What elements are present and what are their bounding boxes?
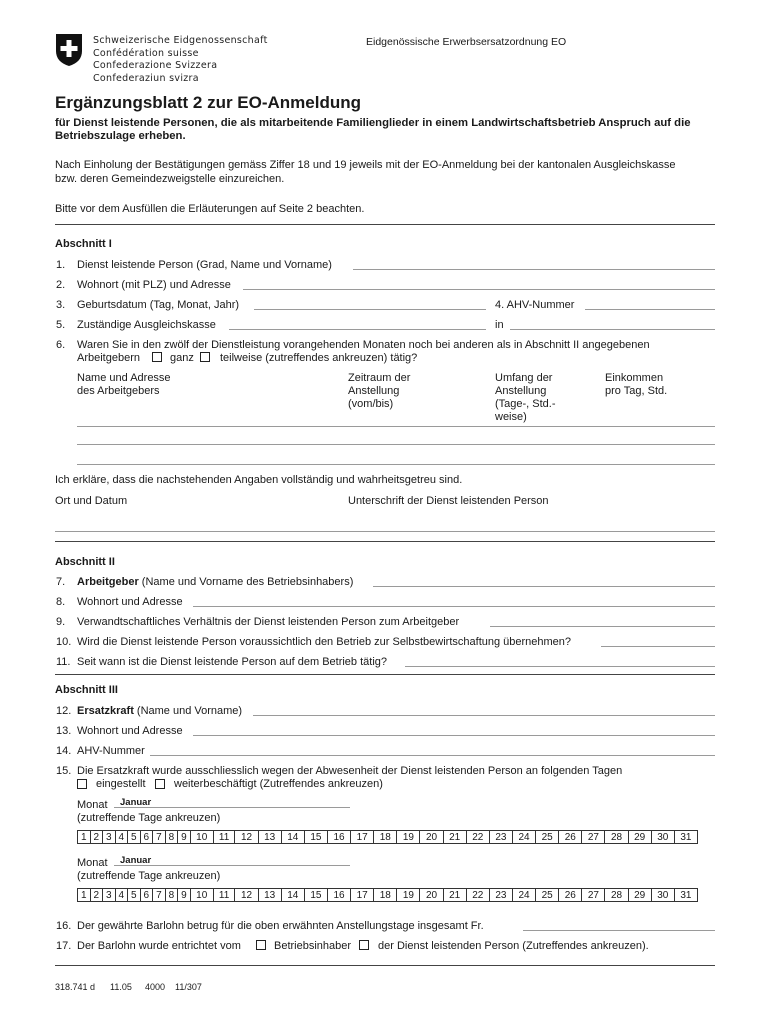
- days-grid[interactable]: [77, 830, 698, 844]
- item-number: 11.: [56, 656, 71, 668]
- item-number: 2.: [56, 279, 66, 291]
- label-in: in: [495, 319, 504, 331]
- item-number: 14.: [56, 745, 72, 757]
- checkbox-dienst-person[interactable]: [359, 940, 369, 950]
- day-cell[interactable]: 27: [582, 831, 605, 844]
- day-cell[interactable]: 11: [213, 889, 235, 902]
- column-text: Name und Adresse: [77, 372, 171, 384]
- label-employer-address: Wohnort und Adresse: [77, 596, 183, 608]
- day-cell[interactable]: 20: [420, 889, 443, 902]
- checkbox-betriebsinhaber[interactable]: [256, 940, 266, 950]
- label-employer-rest: (Name und Vorname des Betriebsinhabers): [138, 576, 354, 588]
- field-office-location[interactable]: [510, 329, 715, 330]
- day-cell[interactable]: 16: [327, 831, 350, 844]
- item-number: 9.: [56, 616, 66, 628]
- day-cell[interactable]: 30: [651, 889, 674, 902]
- day-cell[interactable]: 5: [128, 889, 141, 902]
- field-takeover[interactable]: [601, 646, 715, 647]
- day-cell[interactable]: 1: [78, 831, 91, 844]
- field-employer-address[interactable]: [193, 606, 715, 607]
- day-cell[interactable]: 11: [213, 831, 235, 844]
- day-cell[interactable]: 21: [443, 831, 466, 844]
- day-cell[interactable]: 9: [178, 889, 191, 902]
- day-cell[interactable]: 1: [78, 889, 91, 902]
- day-cell[interactable]: 28: [605, 889, 628, 902]
- day-cell[interactable]: 15: [304, 889, 327, 902]
- label-eingestellt: eingestellt: [96, 778, 146, 790]
- day-cell[interactable]: 13: [258, 889, 281, 902]
- label-place-date: Ort und Datum: [55, 495, 128, 507]
- confed-line-de: Schweizerische Eidgenossenschaft: [93, 35, 268, 46]
- day-cell[interactable]: 19: [397, 831, 420, 844]
- column-text: Einkommen: [605, 372, 664, 384]
- column-income: [605, 372, 667, 398]
- days-grid[interactable]: [77, 888, 698, 902]
- notice-text: Bitte vor dem Ausfüllen die Erläuterungen auf Seite 2 beachten.: [55, 203, 365, 215]
- employer-row-line[interactable]: [77, 464, 715, 465]
- label-relationship: Verwandtschaftliches Verhältnis der Dienst leistenden Person zum Arbeitgeber: [77, 616, 460, 628]
- label-month: Monat: [77, 857, 108, 869]
- column-text: Zeitraum der: [348, 372, 411, 384]
- day-cell[interactable]: 7: [153, 889, 166, 902]
- day-cell[interactable]: 10: [190, 889, 213, 902]
- form-reference: 11/307: [175, 982, 202, 992]
- label-employer: [77, 576, 353, 588]
- label-month: Monat: [77, 799, 108, 811]
- label-teilweise: teilweise (zutreffendes ankreuzen) tätig?: [220, 352, 418, 364]
- day-cell[interactable]: 25: [536, 831, 559, 844]
- day-cell[interactable]: 27: [582, 889, 605, 902]
- day-cell[interactable]: 20: [420, 831, 443, 844]
- column-text: (Tage-, Std.-: [495, 398, 556, 410]
- label-birthdate: Geburtsdatum (Tag, Monat, Jahr): [77, 299, 240, 311]
- day-cell[interactable]: 22: [466, 831, 489, 844]
- divider: [55, 224, 715, 225]
- label-weiterbeschaeftigt: weiterbeschäftigt (Zutreffendes ankreuzen): [174, 778, 383, 790]
- days-hint: (zutreffende Tage ankreuzen): [77, 812, 221, 824]
- day-cell[interactable]: 3: [103, 831, 116, 844]
- day-cell[interactable]: 8: [165, 889, 178, 902]
- section-heading-1: Abschnitt I: [55, 238, 112, 250]
- label-replacement-ahv: AHV-Nummer: [77, 745, 145, 757]
- label-other-employers: Waren Sie in den zwölf der Dienstleistung vorangehenden Monaten noch bei anderen als in Abschnitt II angegebenen: [77, 339, 650, 351]
- label-person-address: Wohnort (mit PLZ) und Adresse: [77, 279, 231, 291]
- day-cell[interactable]: 2: [90, 831, 103, 844]
- day-cell[interactable]: 31: [674, 831, 697, 844]
- day-cell[interactable]: 5: [128, 831, 141, 844]
- day-cell[interactable]: 14: [281, 831, 304, 844]
- field-month[interactable]: [114, 865, 350, 866]
- day-cell[interactable]: 26: [559, 831, 582, 844]
- label-employers: Arbeitgebern: [77, 352, 140, 364]
- checkbox-weiterbeschaeftigt[interactable]: [155, 779, 165, 789]
- column-text: weise): [495, 411, 527, 423]
- label-compensation-office: Zuständige Ausgleichskasse: [77, 319, 216, 331]
- checkbox-eingestellt[interactable]: [77, 779, 87, 789]
- item-number: 16.: [56, 920, 72, 932]
- day-cell[interactable]: 30: [651, 831, 674, 844]
- day-cell[interactable]: 26: [559, 889, 582, 902]
- field-cash-wage[interactable]: [523, 930, 715, 931]
- label-ganz: ganz: [170, 352, 194, 364]
- day-cell[interactable]: 16: [327, 889, 350, 902]
- label-person-name: Dienst leistende Person (Grad, Name und Vorname): [77, 259, 332, 271]
- month-value[interactable]: Januar: [120, 855, 152, 866]
- label-dienst-person: der Dienst leistenden Person (Zutreffendes ankreuzen).: [378, 940, 649, 952]
- confed-line-rm: Confederaziun svizra: [93, 72, 199, 84]
- day-cell[interactable]: 21: [443, 889, 466, 902]
- day-cell[interactable]: 19: [397, 889, 420, 902]
- column-text: Umfang der: [495, 372, 553, 384]
- item-number: 13.: [56, 725, 72, 737]
- label-replacement: [77, 705, 242, 717]
- swiss-coat-of-arms: [55, 33, 83, 67]
- label-employer-bold: Arbeitgeber: [77, 576, 139, 588]
- field-ahv-number[interactable]: [585, 309, 715, 310]
- label-cash-wage: Der gewährte Barlohn betrug für die oben erwähnten Anstellungstage insgesamt Fr.: [77, 920, 484, 932]
- day-cell[interactable]: 4: [115, 831, 128, 844]
- page-title: Ergänzungsblatt 2 zur EO-Anmeldung: [55, 93, 362, 112]
- label-replacement-rest: (Name und Vorname): [133, 705, 243, 717]
- label-since-when: Seit wann ist die Dienst leistende Person auf dem Betrieb tätig?: [77, 656, 388, 668]
- day-cell[interactable]: 9: [178, 831, 191, 844]
- field-month[interactable]: [114, 807, 350, 808]
- label-ahv-number: 4. AHV-Nummer: [495, 299, 575, 311]
- day-cell[interactable]: 17: [351, 889, 374, 902]
- day-cell[interactable]: 15: [304, 831, 327, 844]
- item-number: 12.: [56, 705, 72, 717]
- form-code: 318.741 d: [55, 982, 96, 992]
- item-number: 3.: [56, 299, 66, 311]
- field-relationship[interactable]: [490, 626, 715, 627]
- days-hint: (zutreffende Tage ankreuzen): [77, 870, 221, 882]
- intro-line-1: Nach Einholung der Bestätigungen gemäss Ziffer 18 und 19 jeweils mit der EO-Anmeldung bei der kantonalen Ausgleichskasse: [55, 159, 676, 171]
- day-cell[interactable]: 24: [512, 831, 535, 844]
- declaration-text: Ich erkläre, dass die nachstehenden Angaben vollständig und wahrheitsgetreu sind.: [55, 474, 463, 486]
- day-cell[interactable]: 14: [281, 889, 304, 902]
- form-quantity: 4000: [145, 982, 166, 992]
- label-paid-by: Der Barlohn wurde entrichtet vom: [77, 940, 241, 952]
- field-since-when[interactable]: [405, 666, 715, 667]
- confederation-name: [93, 35, 268, 85]
- item-number: 7.: [56, 576, 66, 588]
- field-person-name[interactable]: [353, 269, 715, 270]
- day-cell[interactable]: 6: [140, 889, 153, 902]
- day-cell[interactable]: 12: [235, 831, 258, 844]
- label-replacement-days: Die Ersatzkraft wurde ausschliesslich wegen der Abwesenheit der Dienst leistenden Person an folgenden Tagen: [77, 765, 623, 777]
- column-text: (vom/bis): [348, 398, 394, 410]
- item-number: 6.: [56, 339, 66, 351]
- item-number: 5.: [56, 319, 66, 331]
- header-right-title: Eidgenössische Erwerbsersatzordnung EO: [366, 36, 567, 48]
- field-replacement[interactable]: [253, 715, 715, 716]
- column-employer: [77, 372, 171, 398]
- day-cell[interactable]: 28: [605, 831, 628, 844]
- checkbox-ganz[interactable]: [152, 352, 162, 362]
- day-cell[interactable]: 29: [628, 831, 651, 844]
- confed-line-it: Confederazione Svizzera: [93, 60, 218, 71]
- item-number: 10.: [56, 636, 72, 648]
- field-place-date-signature[interactable]: [55, 531, 715, 532]
- day-cell[interactable]: 31: [674, 889, 697, 902]
- day-cell[interactable]: 12: [235, 889, 258, 902]
- checkbox-teilweise[interactable]: [200, 352, 210, 362]
- section-heading-3: Abschnitt III: [55, 684, 118, 696]
- label-replacement-address: Wohnort und Adresse: [77, 725, 183, 737]
- employer-row-line[interactable]: [77, 426, 715, 427]
- intro-line-2: bzw. deren Gemeindezweigstelle einzureichen.: [55, 173, 285, 185]
- field-birthdate[interactable]: [254, 309, 486, 310]
- label-betriebsinhaber: Betriebsinhaber: [274, 940, 352, 952]
- day-cell[interactable]: 22: [466, 889, 489, 902]
- label-signature: Unterschrift der Dienst leistenden Person: [348, 495, 549, 507]
- day-cell[interactable]: 23: [489, 889, 512, 902]
- day-cell[interactable]: 3: [103, 889, 116, 902]
- day-cell[interactable]: 17: [351, 831, 374, 844]
- day-cell[interactable]: 25: [536, 889, 559, 902]
- column-period: [348, 372, 410, 411]
- column-text: Anstellung: [348, 385, 400, 397]
- column-text: pro Tag, Std.: [605, 385, 668, 397]
- day-cell[interactable]: 10: [190, 831, 213, 844]
- form-date: 11.05: [110, 982, 132, 992]
- day-cell[interactable]: 18: [374, 831, 397, 844]
- item-number: 15.: [56, 765, 72, 777]
- field-replacement-address[interactable]: [193, 735, 715, 736]
- day-cell[interactable]: 8: [165, 831, 178, 844]
- day-cell[interactable]: 23: [489, 831, 512, 844]
- month-value[interactable]: Januar: [120, 797, 152, 808]
- column-extent: [495, 372, 556, 424]
- field-replacement-ahv[interactable]: [150, 755, 715, 756]
- item-number: 17.: [56, 940, 72, 952]
- divider: [55, 965, 715, 966]
- day-cell[interactable]: 18: [374, 889, 397, 902]
- day-cell[interactable]: 7: [153, 831, 166, 844]
- label-takeover: Wird die Dienst leistende Person voraussichtlich den Betrieb zur Selbstbewirtschaftung übernehmen?: [77, 636, 572, 648]
- divider: [55, 541, 715, 542]
- subtitle-line-1: für Dienst leistende Personen, die als mitarbeitende Familienglieder in einem Landwirtschaftsbetrieb Anspruch auf die: [55, 117, 691, 129]
- employer-row-line[interactable]: [77, 444, 715, 445]
- item-number: 1.: [56, 259, 66, 271]
- section-heading-2: Abschnitt II: [55, 556, 115, 568]
- day-cell[interactable]: 13: [258, 831, 281, 844]
- label-replacement-bold: Ersatzkraft: [77, 705, 134, 717]
- item-number: 8.: [56, 596, 66, 608]
- day-cell[interactable]: 24: [512, 889, 535, 902]
- day-cell[interactable]: 4: [115, 889, 128, 902]
- field-person-address[interactable]: [243, 289, 715, 290]
- day-cell[interactable]: 6: [140, 831, 153, 844]
- column-text: Anstellung: [495, 385, 547, 397]
- field-employer[interactable]: [373, 586, 715, 587]
- day-cell[interactable]: 2: [90, 889, 103, 902]
- field-compensation-office[interactable]: [229, 329, 486, 330]
- subtitle-line-2: Betriebszulage erheben.: [55, 130, 186, 142]
- column-text: des Arbeitgebers: [77, 385, 160, 397]
- day-cell[interactable]: 29: [628, 889, 651, 902]
- divider: [55, 674, 715, 675]
- confed-line-fr: Confédération suisse: [93, 47, 199, 59]
